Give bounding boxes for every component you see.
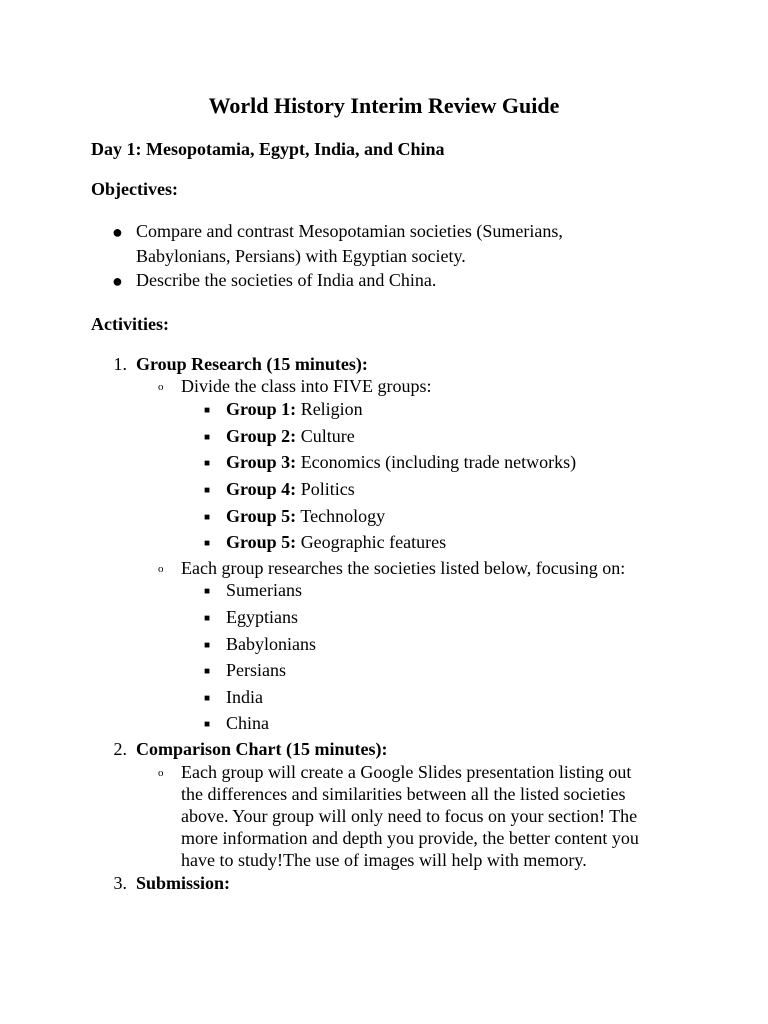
group-topic: Culture: [300, 426, 355, 446]
circle-bullet-icon: o: [158, 563, 164, 575]
group-item: [226, 506, 385, 527]
group-label: Group 3:: [226, 452, 297, 472]
circle-bullet-icon: o: [158, 767, 164, 779]
bullet-icon: ●: [112, 271, 123, 291]
activity-title: Group Research (15 minutes):: [136, 354, 368, 374]
list-number: 3.: [113, 873, 127, 893]
square-bullet-icon: ■: [204, 538, 211, 549]
society-item: China: [226, 713, 269, 733]
group-item: [226, 426, 355, 447]
group-label: Group 1:: [226, 399, 297, 419]
objective-item: Compare and contrast Mesopotamian societies (Sumerians,: [136, 221, 563, 241]
paragraph-line: above. Your group will only need to focus on your section! The: [181, 806, 638, 826]
activity-title: Comparison Chart (15 minutes):: [136, 739, 388, 759]
square-bullet-icon: ■: [204, 432, 211, 443]
group-topic: Religion: [300, 399, 363, 419]
bullet-icon: ●: [112, 222, 123, 242]
society-item: Persians: [226, 660, 286, 680]
square-bullet-icon: ■: [204, 640, 211, 651]
square-bullet-icon: ■: [204, 458, 211, 469]
square-bullet-icon: ■: [204, 693, 211, 704]
society-item: Sumerians: [226, 580, 302, 600]
list-number: 2.: [113, 739, 127, 759]
activity-title: Submission:: [136, 873, 231, 893]
paragraph-line: the differences and similarities between all the listed societies: [181, 784, 626, 804]
circle-bullet-icon: o: [158, 381, 164, 393]
paragraph-line: Each group will create a Google Slides presentation listing out: [181, 762, 632, 782]
square-bullet-icon: ■: [204, 485, 211, 496]
group-topic: Economics (including trade networks): [300, 452, 577, 472]
society-item: Babylonians: [226, 634, 316, 654]
society-item: India: [226, 687, 263, 707]
activities-heading: Activities:: [91, 314, 169, 334]
group-topic: Technology: [300, 506, 386, 526]
document-title: World History Interim Review Guide: [208, 93, 560, 118]
square-bullet-icon: ■: [204, 719, 211, 730]
square-bullet-icon: ■: [204, 405, 211, 416]
society-item: Egyptians: [226, 607, 298, 627]
square-bullet-icon: ■: [204, 512, 211, 523]
objective-item-continued: Babylonians, Persians) with Egyptian society.: [136, 246, 466, 266]
group-item: [226, 399, 363, 420]
group-label: Group 5:: [226, 532, 297, 552]
group-item: [226, 532, 446, 553]
group-label: Group 5:: [226, 506, 297, 526]
activity-subitem: Each group researches the societies listed below, focusing on:: [181, 558, 626, 578]
group-item: [226, 479, 355, 500]
group-item: [226, 452, 576, 473]
group-topic: Geographic features: [300, 532, 447, 552]
group-topic: Politics: [300, 479, 355, 499]
day-heading: Day 1: Mesopotamia, Egypt, India, and China: [91, 139, 445, 159]
activity-subitem: Divide the class into FIVE groups:: [181, 376, 432, 396]
objective-item: Describe the societies of India and China.: [136, 270, 437, 290]
square-bullet-icon: ■: [204, 613, 211, 624]
square-bullet-icon: ■: [204, 586, 211, 597]
list-number: 1.: [113, 354, 127, 374]
group-label: Group 2:: [226, 426, 297, 446]
group-label: Group 4:: [226, 479, 297, 499]
square-bullet-icon: ■: [204, 666, 211, 677]
objectives-heading: Objectives:: [91, 179, 178, 199]
paragraph-line: more information and depth you provide, the better content you: [181, 828, 639, 848]
paragraph-line: have to study!The use of images will help with memory.: [181, 850, 587, 870]
